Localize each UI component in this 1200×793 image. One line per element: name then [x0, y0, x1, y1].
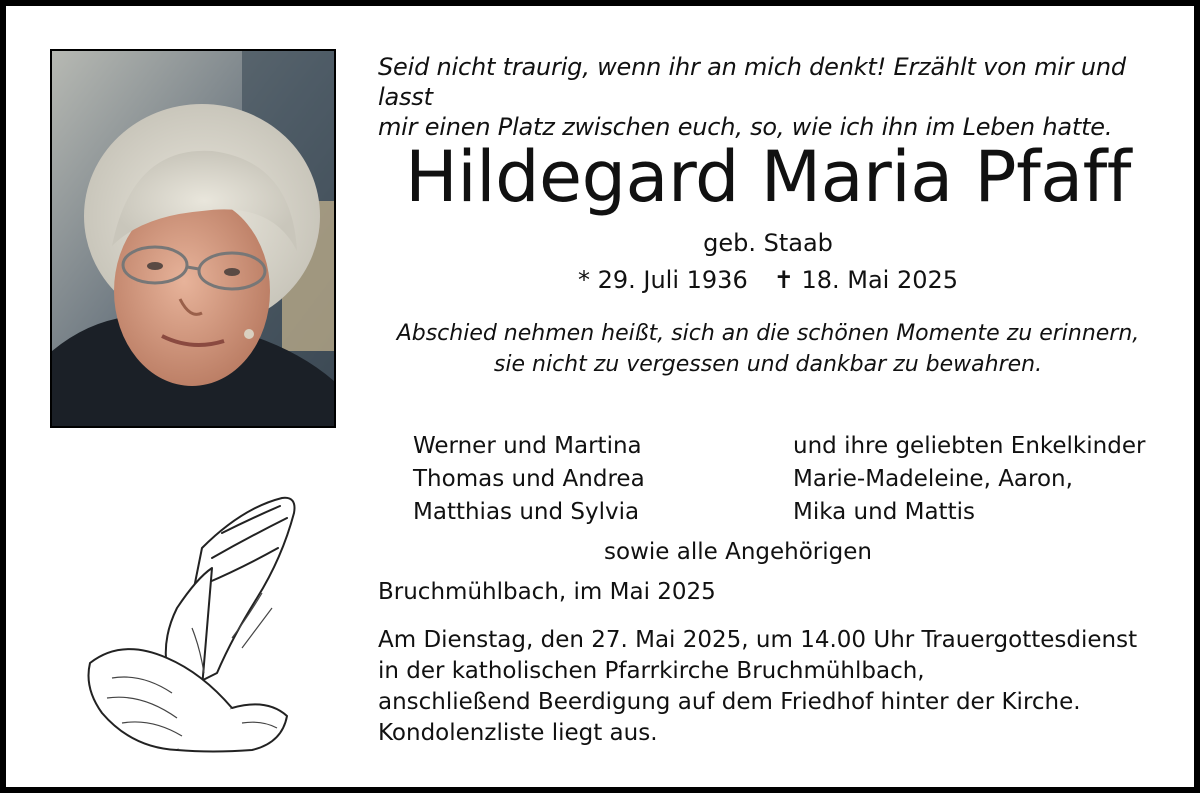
life-dates [368, 265, 1168, 295]
family-member: Thomas und Andrea [413, 466, 645, 492]
relatives-line: sowie alle Angehörigen [604, 539, 872, 565]
farewell-quote-line: Abschied nehmen heißt, sich an die schönen Momente zu erinnern, [396, 321, 1140, 346]
praying-hands-icon [82, 488, 312, 754]
place-date: Bruchmühlbach, im Mai 2025 [378, 579, 716, 605]
family-member: Mika und Mattis [793, 499, 975, 525]
deceased-name: Hildegard Maria Pfaff [405, 136, 1131, 218]
portrait-photo [50, 49, 336, 428]
service-line: anschließend Beerdigung auf dem Friedhof hinter der Kirche. [378, 689, 1081, 715]
family-member: Werner und Martina [413, 433, 642, 459]
death-date: ✝ 18. Mai 2025 [773, 266, 959, 294]
farewell-quote [368, 318, 1168, 380]
service-line: Kondolenzliste liegt aus. [378, 720, 658, 746]
portrait-illustration [52, 51, 334, 426]
grandchildren-list [793, 430, 1173, 529]
birth-date: * 29. Juli 1936 [577, 266, 748, 294]
intro-verse-line: Seid nicht traurig, wenn ihr an mich denkt! Erzählt von mir und lasst [378, 53, 1126, 111]
children-list [413, 430, 773, 529]
family-member: Matthias und Sylvia [413, 499, 640, 525]
intro-verse [378, 52, 1178, 142]
service-line: in der katholischen Pfarrkirche Bruchmühlbach, [378, 658, 925, 684]
birth-name: geb. Staab [703, 229, 833, 257]
service-info [378, 625, 1178, 749]
family-member: Marie-Madeleine, Aaron, [793, 466, 1073, 492]
farewell-quote-line: sie nicht zu vergessen und dankbar zu bewahren. [493, 352, 1043, 377]
family-member: und ihre geliebten Enkelkinder [793, 433, 1146, 459]
service-line: Am Dienstag, den 27. Mai 2025, um 14.00 Uhr Trauergottesdienst [378, 627, 1138, 653]
intro-verse-line: mir einen Platz zwischen euch, so, wie ich ihn im Leben hatte. [378, 113, 1113, 141]
